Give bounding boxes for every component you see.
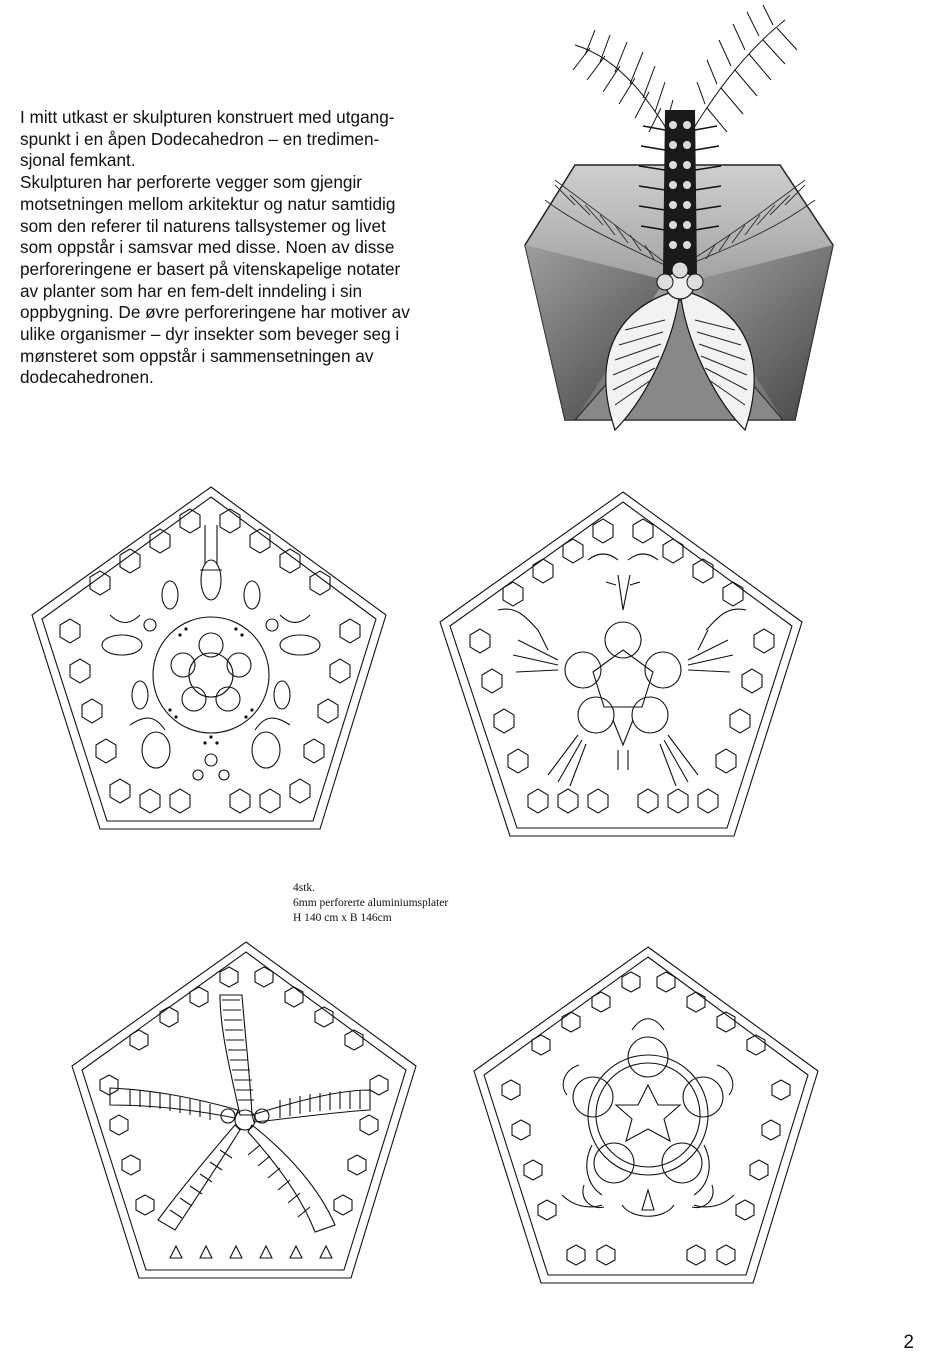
spec-block: [293, 881, 553, 926]
intro-paragraph: I mitt utkast er skulpturen konstruert med utgang- spunkt i en åpen Dodecahedron – en tredimen- sjonal femkant. Skulpturen har perforerte vegger som gjengir motsetningen mellom arkitektur og natur samtidig som den referer til naturens tallsystemer og livet som oppstår i samsvar med disse. Noen av disse perforeringene er basert på vitenskapelige notater av planter som har en fem-delt inndeling i sin oppbygning. De øvre perforeringene har motiver av ulike organismer – dyr insekter som beveger seg i mønsteret som oppstår i sammensetningen av dodecahedronen.: [20, 107, 410, 388]
spec-count: 4stk.: [293, 882, 316, 894]
perforated-panel-3: [70, 940, 420, 1282]
perforated-panel-4: [472, 945, 822, 1287]
perforated-panel-2: [438, 490, 806, 840]
page-number: 2: [903, 1332, 914, 1353]
perforated-panel-1: [30, 485, 390, 833]
spec-dimensions: H 140 cm x B 146cm: [293, 912, 392, 924]
spec-material: 6mm perforerte aluminiumsplater: [293, 897, 449, 909]
sculpture-illustration: [515, 0, 840, 440]
